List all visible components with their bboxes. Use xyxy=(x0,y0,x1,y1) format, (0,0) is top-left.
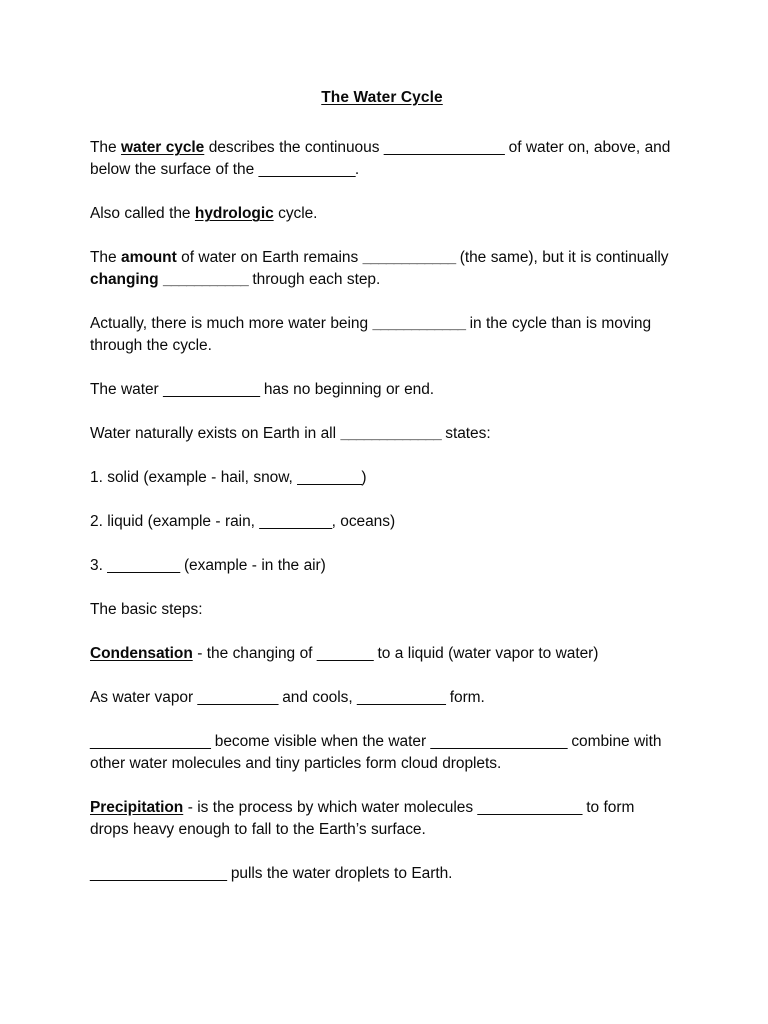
text-run: form. xyxy=(445,689,485,707)
paragraph xyxy=(90,313,674,357)
fill-in-blank[interactable]: ____________ xyxy=(362,249,456,267)
fill-in-blank[interactable]: _________ xyxy=(259,513,332,531)
text-run: The basic steps: xyxy=(90,601,203,619)
paragraph xyxy=(90,379,674,401)
text-run: to a liquid (water vapor to water) xyxy=(373,645,599,663)
text-run: in the cycle than is moving through the cycle. xyxy=(90,315,652,355)
text-run: - is the process by which water molecules xyxy=(183,799,478,817)
text-run: 3. xyxy=(90,557,108,575)
text-run: (example - in the air) xyxy=(179,557,326,575)
fill-in-blank[interactable]: ___________ xyxy=(357,689,446,707)
text-run: ) xyxy=(361,469,367,487)
fill-in-blank[interactable]: _______________ xyxy=(383,139,505,157)
paragraph xyxy=(90,599,674,621)
key-term: Condensation xyxy=(90,645,193,663)
key-term: hydrologic xyxy=(194,205,274,223)
paragraph xyxy=(90,731,674,775)
text-run: 1. solid (example - hail, snow, xyxy=(90,469,298,487)
page-title: The Water Cycle xyxy=(321,89,443,106)
text-run: combine with other water molecules and tiny particles form cloud droplets. xyxy=(90,733,662,773)
text-run: describes the continuous xyxy=(204,139,384,157)
fill-in-blank[interactable]: _______ xyxy=(316,645,374,663)
fill-in-blank[interactable]: _______________ xyxy=(90,733,211,751)
paragraph xyxy=(90,797,674,841)
paragraph xyxy=(90,511,674,533)
text-run: through each step. xyxy=(247,271,381,289)
paragraph xyxy=(90,203,674,225)
paragraph xyxy=(90,423,674,445)
text-run: cycle. xyxy=(273,205,318,223)
text-run: . xyxy=(354,161,360,179)
text-run: - the changing of xyxy=(192,645,317,663)
fill-in-blank[interactable]: ____________ xyxy=(372,315,466,333)
text-run: and cools, xyxy=(277,689,358,707)
text-run: As water vapor xyxy=(90,689,198,707)
text-run: The xyxy=(90,139,122,157)
paragraph xyxy=(90,467,674,489)
key-term: water cycle xyxy=(121,139,205,157)
text-run: The xyxy=(90,249,122,267)
paragraph xyxy=(90,643,674,665)
paragraph xyxy=(90,863,674,885)
fill-in-blank[interactable]: __________ xyxy=(197,689,278,707)
fill-in-blank[interactable]: _________ xyxy=(107,557,180,575)
text-run: states: xyxy=(440,425,491,443)
text-run: of water on, above, and below the surface of the xyxy=(90,139,671,179)
fill-in-blank[interactable]: ____________ xyxy=(258,161,355,179)
fill-in-blank[interactable]: ___________ xyxy=(162,271,248,289)
text-run: pulls the water droplets to Earth. xyxy=(226,865,453,883)
text-run: become visible when the water xyxy=(210,733,431,751)
key-term: Precipitation xyxy=(90,799,184,817)
fill-in-blank[interactable]: ________ xyxy=(297,469,362,487)
text-run: Actually, there is much more water being xyxy=(90,315,373,333)
fill-in-blank[interactable]: _________________ xyxy=(90,865,227,883)
bold-term: changing xyxy=(90,271,159,289)
text-run: The water xyxy=(90,381,164,399)
text-run: (the same), but it is continually xyxy=(455,249,669,267)
fill-in-blank[interactable]: _________________ xyxy=(430,733,567,751)
text-run: has no beginning or end. xyxy=(259,381,435,399)
text-run: 2. liquid (example - rain, xyxy=(90,513,260,531)
text-run: of water on Earth remains xyxy=(176,249,363,267)
bold-term: amount xyxy=(121,249,177,267)
fill-in-blank[interactable]: _____________ xyxy=(340,425,441,443)
document-body xyxy=(90,88,674,885)
fill-in-blank[interactable]: ____________ xyxy=(163,381,260,399)
paragraph xyxy=(90,247,674,291)
text-run: Also called the xyxy=(90,205,195,223)
paragraph xyxy=(90,687,674,709)
paragraph xyxy=(90,555,674,577)
text-run: , oceans) xyxy=(331,513,396,531)
fill-in-blank[interactable]: _____________ xyxy=(477,799,582,817)
text-run: to form drops heavy enough to fall to the Earth’s surface. xyxy=(90,799,635,839)
paragraph xyxy=(90,137,674,181)
text-run: Water naturally exists on Earth in all xyxy=(90,425,341,443)
paragraph-list xyxy=(90,137,674,885)
